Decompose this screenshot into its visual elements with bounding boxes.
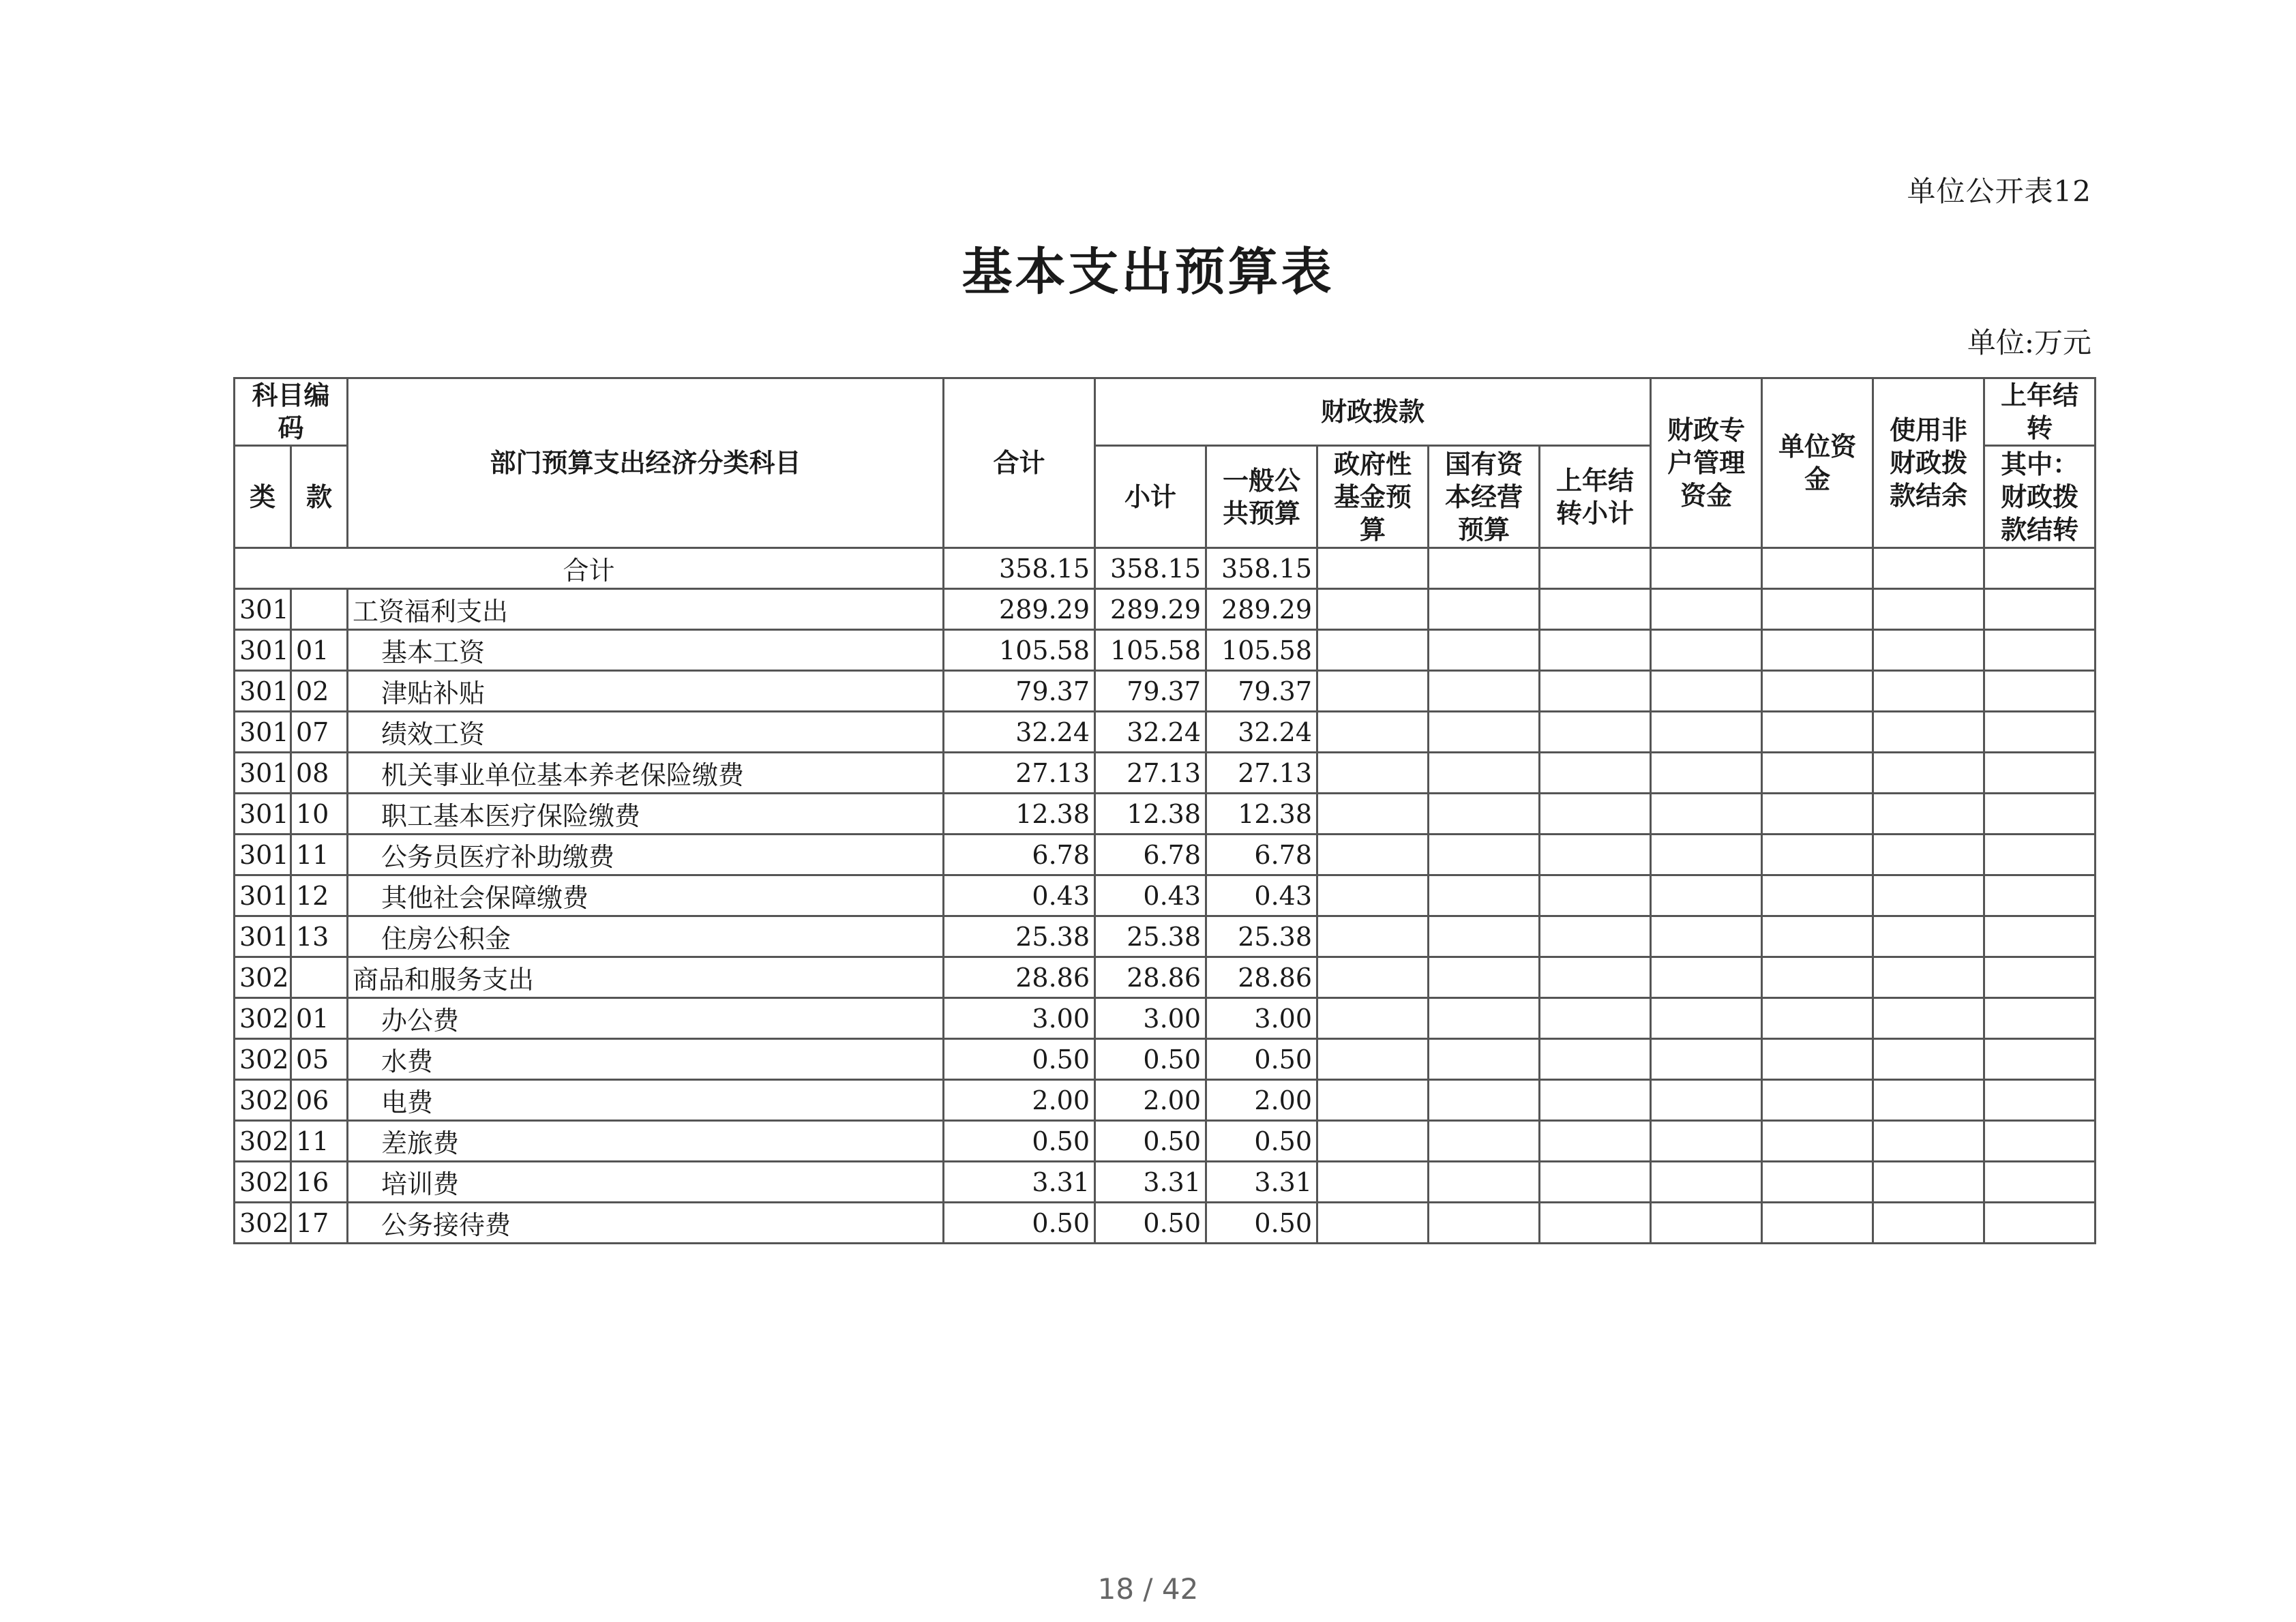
cell-carryover-subtotal: [1873, 916, 1984, 957]
cell-subject-name: 机关事业单位基本养老保险缴费: [348, 753, 944, 794]
cell-carryover-subtotal: [1873, 998, 1984, 1039]
cell-special-account: [1540, 875, 1651, 916]
cell-lei: 302: [235, 1121, 291, 1162]
cell-unit-fund: [1651, 630, 1762, 671]
cell-unit-fund: [1651, 794, 1762, 835]
cell-carryover-fiscal: [1984, 957, 2096, 998]
header-gov-fund: 政府性基金预算: [1317, 446, 1429, 548]
cell-general-budget: 0.50: [1206, 1203, 1317, 1244]
cell-lei: 302: [235, 1203, 291, 1244]
cell-special-account: [1540, 1162, 1651, 1203]
cell-non-fiscal: [1762, 1162, 1873, 1203]
unit-label: 单位:万元: [1967, 326, 2091, 359]
cell-fiscal-subtotal: 79.37: [1095, 671, 1206, 712]
cell-special-account: [1540, 671, 1651, 712]
cell-special-account: [1540, 998, 1651, 1039]
cell-carryover-fiscal: [1984, 1039, 2096, 1080]
cell-lei: 302: [235, 1080, 291, 1121]
cell-carryover-fiscal: [1984, 1203, 2096, 1244]
cell-total: 2.00: [944, 1080, 1095, 1121]
cell-unit-fund: [1651, 1203, 1762, 1244]
cell-general-budget: 32.24: [1206, 712, 1317, 753]
cell-carryover-fiscal: [1984, 1121, 2096, 1162]
cell-state-capital: [1429, 1039, 1540, 1080]
cell-special-account: [1540, 1039, 1651, 1080]
cell-kuan: 17: [291, 1203, 348, 1244]
cell-subject-name: 基本工资: [348, 630, 944, 671]
cell-total: 25.38: [944, 916, 1095, 957]
cell-non-fiscal: [1762, 875, 1873, 916]
cell-lei: 301: [235, 671, 291, 712]
header-carryover-fiscal: 其中：财政拨款结转: [1984, 446, 2096, 548]
table-row: [235, 957, 2096, 998]
cell-carryover-fiscal: [1984, 794, 2096, 835]
cell-lei: 302: [235, 957, 291, 998]
header-subject-code: 科目编码: [235, 378, 348, 446]
cell-total: 105.58: [944, 630, 1095, 671]
cell-lei: 301: [235, 835, 291, 875]
table-row: [235, 712, 2096, 753]
cell-carryover-fiscal: [1984, 998, 2096, 1039]
cell-subject-name: 住房公积金: [348, 916, 944, 957]
total-unit-fund: [1651, 548, 1762, 589]
cell-unit-fund: [1651, 1039, 1762, 1080]
cell-unit-fund: [1651, 1121, 1762, 1162]
cell-carryover-subtotal: [1873, 589, 1984, 630]
table-row: [235, 671, 2096, 712]
table-row: [235, 589, 2096, 630]
header-subject-name: 部门预算支出经济分类科目: [348, 378, 944, 548]
cell-lei: 302: [235, 1039, 291, 1080]
table-row: [235, 1203, 2096, 1244]
cell-state-capital: [1429, 712, 1540, 753]
total-row: [235, 548, 2096, 589]
cell-gov-fund: [1317, 794, 1429, 835]
cell-general-budget: 0.43: [1206, 875, 1317, 916]
cell-non-fiscal: [1762, 794, 1873, 835]
cell-carryover-subtotal: [1873, 835, 1984, 875]
cell-subject-name: 水费: [348, 1039, 944, 1080]
cell-kuan: 10: [291, 794, 348, 835]
cell-unit-fund: [1651, 916, 1762, 957]
cell-subject-name: 电费: [348, 1080, 944, 1121]
total-label: 合计: [235, 548, 944, 589]
cell-lei: 301: [235, 712, 291, 753]
cell-general-budget: 28.86: [1206, 957, 1317, 998]
cell-kuan: 07: [291, 712, 348, 753]
cell-fiscal-subtotal: 0.50: [1095, 1203, 1206, 1244]
cell-carryover-subtotal: [1873, 1039, 1984, 1080]
cell-fiscal-subtotal: 6.78: [1095, 835, 1206, 875]
total-state-capital: [1429, 548, 1540, 589]
cell-subject-name: 公务员医疗补助缴费: [348, 835, 944, 875]
cell-total: 0.50: [944, 1203, 1095, 1244]
cell-total: 3.31: [944, 1162, 1095, 1203]
cell-carryover-fiscal: [1984, 753, 2096, 794]
cell-carryover-fiscal: [1984, 916, 2096, 957]
cell-general-budget: 289.29: [1206, 589, 1317, 630]
cell-special-account: [1540, 1121, 1651, 1162]
cell-kuan: 01: [291, 998, 348, 1039]
cell-subject-name: 培训费: [348, 1162, 944, 1203]
cell-gov-fund: [1317, 1162, 1429, 1203]
cell-carryover-subtotal: [1873, 1080, 1984, 1121]
cell-gov-fund: [1317, 957, 1429, 998]
cell-carryover-fiscal: [1984, 671, 2096, 712]
cell-special-account: [1540, 835, 1651, 875]
table-row: [235, 875, 2096, 916]
cell-special-account: [1540, 1080, 1651, 1121]
cell-general-budget: 12.38: [1206, 794, 1317, 835]
cell-gov-fund: [1317, 998, 1429, 1039]
cell-total: 3.00: [944, 998, 1095, 1039]
cell-unit-fund: [1651, 957, 1762, 998]
cell-lei: 301: [235, 875, 291, 916]
table-row: [235, 998, 2096, 1039]
cell-carryover-subtotal: [1873, 671, 1984, 712]
cell-unit-fund: [1651, 835, 1762, 875]
cell-lei: 301: [235, 753, 291, 794]
header-carryover: 上年结转: [1984, 378, 2096, 446]
cell-total: 0.50: [944, 1039, 1095, 1080]
cell-gov-fund: [1317, 712, 1429, 753]
cell-state-capital: [1429, 998, 1540, 1039]
cell-state-capital: [1429, 589, 1540, 630]
cell-total: 289.29: [944, 589, 1095, 630]
cell-kuan: 06: [291, 1080, 348, 1121]
cell-subject-name: 商品和服务支出: [348, 957, 944, 998]
cell-kuan: 16: [291, 1162, 348, 1203]
cell-non-fiscal: [1762, 753, 1873, 794]
cell-carryover-subtotal: [1873, 1203, 1984, 1244]
cell-kuan: 01: [291, 630, 348, 671]
cell-total: 0.43: [944, 875, 1095, 916]
form-number: 单位公开表12: [1907, 175, 2091, 208]
table-row: [235, 916, 2096, 957]
cell-kuan: 05: [291, 1039, 348, 1080]
cell-general-budget: 3.31: [1206, 1162, 1317, 1203]
cell-carryover-subtotal: [1873, 630, 1984, 671]
cell-gov-fund: [1317, 589, 1429, 630]
cell-general-budget: 0.50: [1206, 1121, 1317, 1162]
cell-unit-fund: [1651, 589, 1762, 630]
total-amount: 358.15: [944, 548, 1095, 589]
cell-lei: 301: [235, 589, 291, 630]
cell-fiscal-subtotal: 28.86: [1095, 957, 1206, 998]
cell-gov-fund: [1317, 1203, 1429, 1244]
total-fiscal-subtotal: 358.15: [1095, 548, 1206, 589]
cell-carryover-subtotal: [1873, 794, 1984, 835]
cell-kuan: 02: [291, 671, 348, 712]
total-special-account: [1540, 548, 1651, 589]
cell-non-fiscal: [1762, 1121, 1873, 1162]
cell-general-budget: 25.38: [1206, 916, 1317, 957]
table-row: [235, 794, 2096, 835]
cell-gov-fund: [1317, 1039, 1429, 1080]
cell-state-capital: [1429, 1080, 1540, 1121]
cell-kuan: 08: [291, 753, 348, 794]
cell-carryover-fiscal: [1984, 875, 2096, 916]
cell-unit-fund: [1651, 753, 1762, 794]
cell-gov-fund: [1317, 630, 1429, 671]
cell-gov-fund: [1317, 835, 1429, 875]
cell-fiscal-subtotal: 0.50: [1095, 1039, 1206, 1080]
cell-fiscal-subtotal: 289.29: [1095, 589, 1206, 630]
total-non-fiscal: [1762, 548, 1873, 589]
cell-gov-fund: [1317, 671, 1429, 712]
cell-total: 28.86: [944, 957, 1095, 998]
cell-gov-fund: [1317, 875, 1429, 916]
cell-gov-fund: [1317, 753, 1429, 794]
header-carryover-subtotal: 上年结转小计: [1540, 446, 1651, 548]
cell-special-account: [1540, 916, 1651, 957]
cell-unit-fund: [1651, 998, 1762, 1039]
table-row: [235, 835, 2096, 875]
cell-general-budget: 2.00: [1206, 1080, 1317, 1121]
table-row: [235, 630, 2096, 671]
cell-general-budget: 0.50: [1206, 1039, 1317, 1080]
cell-kuan: 11: [291, 835, 348, 875]
cell-state-capital: [1429, 916, 1540, 957]
cell-carryover-subtotal: [1873, 1121, 1984, 1162]
cell-special-account: [1540, 794, 1651, 835]
cell-subject-name: 公务接待费: [348, 1203, 944, 1244]
cell-non-fiscal: [1762, 589, 1873, 630]
cell-subject-name: 工资福利支出: [348, 589, 944, 630]
total-general-budget: 358.15: [1206, 548, 1317, 589]
cell-kuan: [291, 957, 348, 998]
cell-state-capital: [1429, 671, 1540, 712]
cell-kuan: 12: [291, 875, 348, 916]
cell-fiscal-subtotal: 12.38: [1095, 794, 1206, 835]
cell-kuan: [291, 589, 348, 630]
total-gov-fund: [1317, 548, 1429, 589]
cell-carryover-fiscal: [1984, 835, 2096, 875]
cell-total: 6.78: [944, 835, 1095, 875]
header-fiscal-subtotal: 小计: [1095, 446, 1206, 548]
header-total: 合计: [944, 378, 1095, 548]
cell-unit-fund: [1651, 1162, 1762, 1203]
cell-gov-fund: [1317, 1080, 1429, 1121]
cell-general-budget: 6.78: [1206, 835, 1317, 875]
cell-general-budget: 105.58: [1206, 630, 1317, 671]
cell-general-budget: 27.13: [1206, 753, 1317, 794]
cell-fiscal-subtotal: 3.31: [1095, 1162, 1206, 1203]
cell-carryover-fiscal: [1984, 589, 2096, 630]
cell-unit-fund: [1651, 712, 1762, 753]
cell-state-capital: [1429, 1121, 1540, 1162]
cell-state-capital: [1429, 1203, 1540, 1244]
cell-lei: 302: [235, 998, 291, 1039]
cell-subject-name: 其他社会保障缴费: [348, 875, 944, 916]
cell-unit-fund: [1651, 1080, 1762, 1121]
page-indicator: 18 / 42: [1097, 1572, 1199, 1606]
budget-table: [233, 377, 2096, 1244]
cell-total: 79.37: [944, 671, 1095, 712]
header-special-account: 财政专户管理资金: [1651, 378, 1762, 548]
cell-fiscal-subtotal: 0.43: [1095, 875, 1206, 916]
table-row: [235, 1121, 2096, 1162]
cell-special-account: [1540, 589, 1651, 630]
cell-lei: 301: [235, 794, 291, 835]
header-non-fiscal-balance: 使用非财政拨款结余: [1873, 378, 1984, 548]
cell-special-account: [1540, 630, 1651, 671]
cell-non-fiscal: [1762, 957, 1873, 998]
page-title: 基本支出预算表: [961, 243, 1335, 301]
cell-total: 12.38: [944, 794, 1095, 835]
cell-non-fiscal: [1762, 630, 1873, 671]
header-fiscal-allocation: 财政拨款: [1095, 378, 1651, 446]
header-state-capital: 国有资本经营预算: [1429, 446, 1540, 548]
table-row: [235, 1080, 2096, 1121]
cell-non-fiscal: [1762, 712, 1873, 753]
cell-carryover-subtotal: [1873, 1162, 1984, 1203]
cell-subject-name: 办公费: [348, 998, 944, 1039]
cell-non-fiscal: [1762, 1080, 1873, 1121]
cell-lei: 301: [235, 916, 291, 957]
cell-carryover-fiscal: [1984, 630, 2096, 671]
cell-kuan: 11: [291, 1121, 348, 1162]
cell-carryover-fiscal: [1984, 1162, 2096, 1203]
cell-subject-name: 津贴补贴: [348, 671, 944, 712]
cell-fiscal-subtotal: 3.00: [1095, 998, 1206, 1039]
header-unit-fund: 单位资金: [1762, 378, 1873, 548]
header-lei: 类: [235, 446, 291, 548]
cell-fiscal-subtotal: 2.00: [1095, 1080, 1206, 1121]
cell-state-capital: [1429, 753, 1540, 794]
table-row: [235, 1039, 2096, 1080]
cell-state-capital: [1429, 957, 1540, 998]
cell-total: 27.13: [944, 753, 1095, 794]
cell-non-fiscal: [1762, 1039, 1873, 1080]
cell-unit-fund: [1651, 875, 1762, 916]
header-general-budget: 一般公共预算: [1206, 446, 1317, 548]
cell-state-capital: [1429, 1162, 1540, 1203]
cell-fiscal-subtotal: 32.24: [1095, 712, 1206, 753]
cell-carryover-fiscal: [1984, 712, 2096, 753]
cell-fiscal-subtotal: 0.50: [1095, 1121, 1206, 1162]
cell-general-budget: 79.37: [1206, 671, 1317, 712]
cell-subject-name: 绩效工资: [348, 712, 944, 753]
cell-unit-fund: [1651, 671, 1762, 712]
cell-special-account: [1540, 957, 1651, 998]
cell-lei: 301: [235, 630, 291, 671]
cell-gov-fund: [1317, 916, 1429, 957]
cell-gov-fund: [1317, 1121, 1429, 1162]
cell-subject-name: 职工基本医疗保险缴费: [348, 794, 944, 835]
cell-state-capital: [1429, 835, 1540, 875]
cell-special-account: [1540, 1203, 1651, 1244]
cell-carryover-subtotal: [1873, 753, 1984, 794]
cell-carryover-subtotal: [1873, 875, 1984, 916]
cell-fiscal-subtotal: 105.58: [1095, 630, 1206, 671]
cell-state-capital: [1429, 794, 1540, 835]
cell-general-budget: 3.00: [1206, 998, 1317, 1039]
cell-total: 0.50: [944, 1121, 1095, 1162]
cell-non-fiscal: [1762, 835, 1873, 875]
cell-fiscal-subtotal: 25.38: [1095, 916, 1206, 957]
header-kuan: 款: [291, 446, 348, 548]
cell-lei: 302: [235, 1162, 291, 1203]
cell-state-capital: [1429, 630, 1540, 671]
table-row: [235, 753, 2096, 794]
cell-fiscal-subtotal: 27.13: [1095, 753, 1206, 794]
cell-special-account: [1540, 753, 1651, 794]
cell-carryover-fiscal: [1984, 1080, 2096, 1121]
cell-non-fiscal: [1762, 916, 1873, 957]
total-carryover-fiscal: [1984, 548, 2096, 589]
cell-total: 32.24: [944, 712, 1095, 753]
cell-non-fiscal: [1762, 1203, 1873, 1244]
cell-state-capital: [1429, 875, 1540, 916]
total-carryover-subtotal: [1873, 548, 1984, 589]
cell-carryover-subtotal: [1873, 712, 1984, 753]
cell-special-account: [1540, 712, 1651, 753]
cell-carryover-subtotal: [1873, 957, 1984, 998]
cell-kuan: 13: [291, 916, 348, 957]
cell-non-fiscal: [1762, 671, 1873, 712]
cell-subject-name: 差旅费: [348, 1121, 944, 1162]
table-row: [235, 1162, 2096, 1203]
cell-non-fiscal: [1762, 998, 1873, 1039]
